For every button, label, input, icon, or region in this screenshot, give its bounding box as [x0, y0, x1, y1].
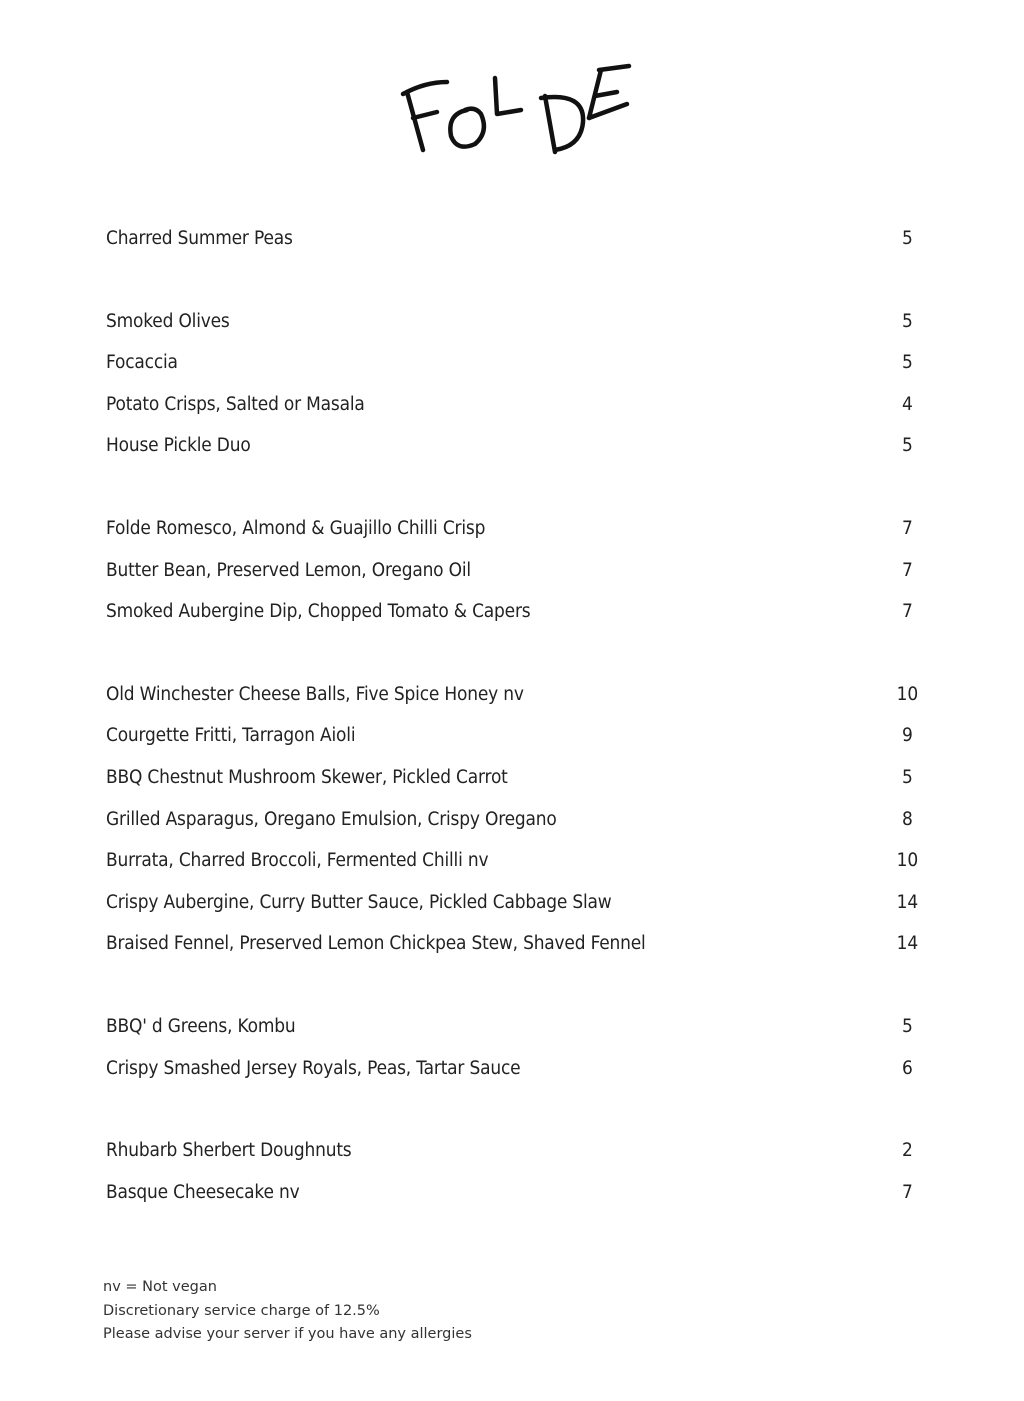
folde-logo: [395, 52, 635, 162]
menu-item-price: 7: [901, 517, 913, 539]
menu-item-name: BBQ' d Greens, Kombu: [106, 1015, 296, 1037]
menu-item-price: 5: [901, 1015, 913, 1037]
menu-item-price: 6: [901, 1057, 913, 1079]
menu-section: [106, 518, 926, 643]
menu-item-price: 2: [901, 1140, 913, 1162]
menu-item-price: 10: [896, 683, 918, 705]
folde-logo-handwritten: [395, 52, 635, 162]
menu-list: [106, 228, 926, 1264]
menu-item-name: Basque Cheesecake nv: [106, 1181, 300, 1203]
menu-item-name: Charred Summer Peas: [106, 228, 293, 249]
menu-item: [106, 601, 921, 643]
menu-item-price: 7: [901, 559, 913, 581]
menu-item-name: Smoked Olives: [106, 310, 230, 332]
menu-item-name: Potato Crisps, Salted or Masala: [106, 393, 365, 415]
menu-section: [106, 684, 926, 975]
menu-item: [106, 892, 921, 934]
menu-item-price: 5: [901, 766, 913, 788]
menu-item-name: Braised Fennel, Preserved Lemon Chickpea Stew, Shaved Fennel: [106, 933, 646, 955]
footer-allergy-note: Please advise your server if you have any allergies: [103, 1326, 472, 1342]
menu-item: [106, 394, 921, 436]
menu-item-price: 5: [901, 228, 913, 249]
menu-item: [106, 1016, 921, 1058]
menu-section: [106, 1016, 926, 1099]
menu-item: [106, 933, 921, 975]
menu-item-price: 14: [896, 891, 918, 913]
menu-item: [106, 1182, 921, 1224]
menu-item-price: 10: [896, 850, 918, 872]
footer-service-charge: Discretionary service charge of 12.5%: [103, 1302, 380, 1319]
menu-item-name: Burrata, Charred Broccoli, Fermented Chilli nv: [106, 850, 489, 872]
menu-item: [106, 435, 921, 477]
menu-item-name: Butter Bean, Preserved Lemon, Oregano Oil: [106, 559, 471, 581]
menu-item-name: Grilled Asparagus, Oregano Emulsion, Crispy Oregano: [106, 808, 557, 830]
menu-section: [106, 311, 926, 477]
menu-item-name: Crispy Aubergine, Curry Butter Sauce, Pickled Cabbage Slaw: [106, 891, 612, 913]
menu-item-price: 7: [901, 1181, 913, 1203]
menu-item-name: Crispy Smashed Jersey Royals, Peas, Tartar Sauce: [106, 1057, 521, 1079]
menu-item-name: Rhubarb Sherbert Doughnuts: [106, 1140, 352, 1162]
menu-section: [106, 1140, 926, 1223]
menu-item-price: 14: [896, 933, 918, 955]
menu-item-name: Focaccia: [106, 352, 178, 374]
menu-item: [106, 518, 921, 560]
menu-item: [106, 850, 921, 892]
menu-item-price: 5: [901, 310, 913, 332]
menu-section: [106, 228, 926, 270]
menu-item: [106, 1058, 921, 1100]
menu-item-name: Courgette Fritti, Tarragon Aioli: [106, 725, 356, 747]
menu-item-name: House Pickle Duo: [106, 435, 251, 457]
footer-vegan-note: nv = Not vegan: [103, 1279, 217, 1295]
menu-item-price: 5: [901, 352, 913, 374]
menu-item: [106, 311, 921, 353]
menu-item-price: 4: [901, 393, 913, 415]
menu-item: [106, 1140, 921, 1182]
menu-item-price: 8: [901, 808, 913, 830]
menu-item-name: Smoked Aubergine Dip, Chopped Tomato & Capers: [106, 601, 531, 623]
menu-item: [106, 228, 921, 270]
menu-item-name: Old Winchester Cheese Balls, Five Spice Honey nv: [106, 683, 524, 705]
menu-item: [106, 725, 921, 767]
menu-item-price: 5: [901, 435, 913, 457]
menu-item-price: 7: [901, 601, 913, 623]
menu-item-name: BBQ Chestnut Mushroom Skewer, Pickled Carrot: [106, 766, 508, 788]
menu-item-price: 9: [901, 725, 913, 747]
menu-footer: [103, 1276, 472, 1347]
menu-item: [106, 684, 921, 726]
menu-item: [106, 767, 921, 809]
menu-item: [106, 809, 921, 851]
menu-item: [106, 352, 921, 394]
menu-item-name: Folde Romesco, Almond & Guajillo Chilli Crisp: [106, 517, 486, 539]
menu-item: [106, 560, 921, 602]
